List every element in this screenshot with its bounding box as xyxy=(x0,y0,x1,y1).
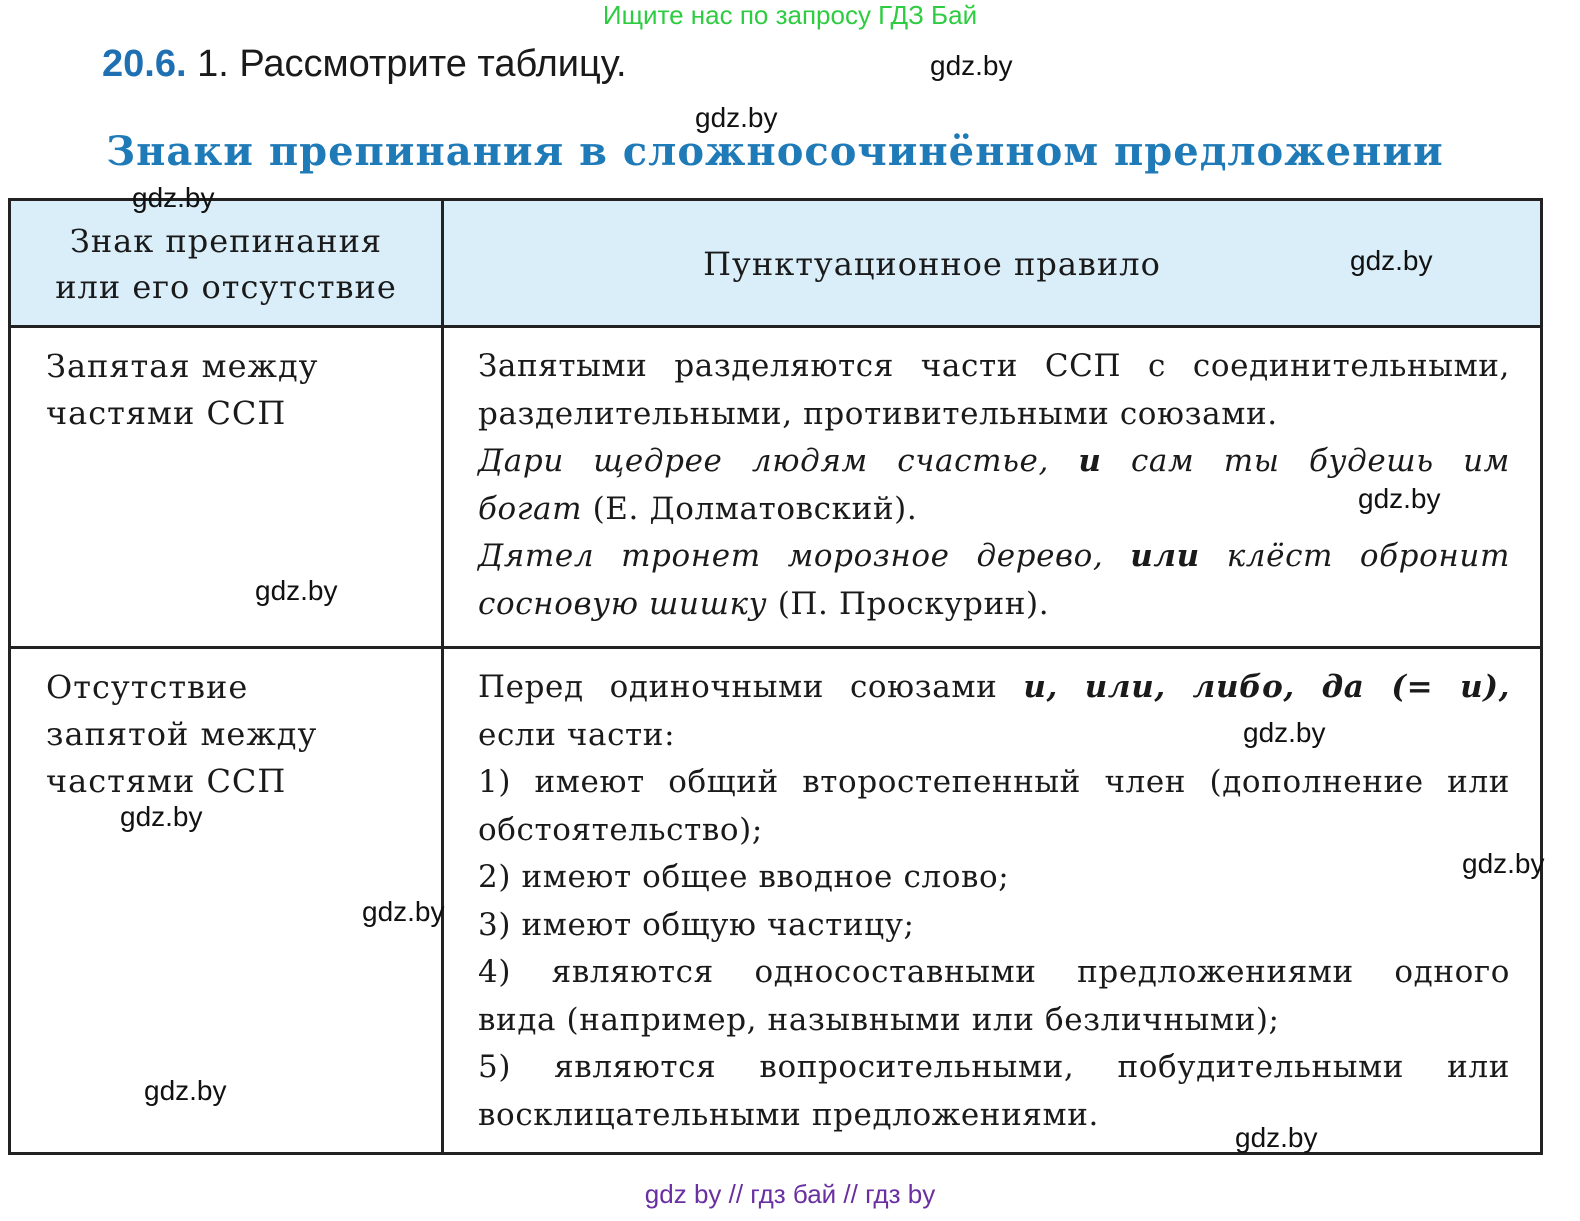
exercise-task: 1. Рассмотрите таблицу. xyxy=(197,43,627,85)
watermark: gdz.by xyxy=(132,182,215,213)
table-row xyxy=(11,325,1540,649)
rule-cell: Запятыми разделяются части ССП с соединительными, разделительными, противительными союзами. Дари щедрее людям счастье, и сам ты будешь им богат (Е. Долматовский). Дятел тронет морозное дерево, или клёст обронит сосновую шишку (П. Проскурин). xyxy=(478,348,1510,622)
table-title: Знаки препинания в сложносочинённом предложении xyxy=(106,128,1444,175)
sign-cell: Запятая между частями ССП xyxy=(11,325,444,646)
example-2: Дятел тронет морозное дерево, или клёст обронит xyxy=(478,538,1510,574)
example-1: Дари щедрее людям счастье, и сам ты будешь им xyxy=(478,443,1510,479)
watermark: gdz.by xyxy=(930,50,1013,81)
watermark: gdz.by xyxy=(1350,245,1433,276)
punctuation-table xyxy=(8,198,1543,1155)
rule-cell: Перед одиночными союзами и, или, либо, да (= и), если части: 1) имеют общий второстепенный член (дополнение или обстоятельство); 2) имеют общее вводное слово; 3) имеют общую частицу; 4) являются односоставными предложениями одного вида (например, назывными или безличными); 5) являются вопросительными, побудительными или восклицательными предложениями. xyxy=(478,669,1510,1133)
exercise-heading xyxy=(102,40,627,88)
watermark: gdz.by xyxy=(120,801,203,832)
exercise-number: 20.6. xyxy=(102,43,187,85)
watermark: gdz.by xyxy=(1235,1122,1318,1153)
watermark: gdz.by xyxy=(695,102,778,133)
watermark: gdz.by xyxy=(1462,848,1545,879)
watermark: gdz.by xyxy=(144,1075,227,1106)
sign-cell: Отсутствие запятой между частями ССП xyxy=(11,646,444,1152)
watermark: gdz.by xyxy=(1243,717,1326,748)
watermark: gdz.by xyxy=(362,896,445,927)
footer-links: gdz by // гдз бай // гдз by xyxy=(644,1179,936,1209)
watermark: gdz.by xyxy=(255,575,338,606)
header-rule: Пунктуационное правило xyxy=(703,245,1161,283)
search-hint-banner: Ищите нас по запросу ГДЗ Бай xyxy=(602,0,978,30)
header-sign: Знак препинания или его отсутствие xyxy=(11,201,444,325)
table-header-row xyxy=(11,201,1540,328)
watermark: gdz.by xyxy=(1358,483,1441,514)
